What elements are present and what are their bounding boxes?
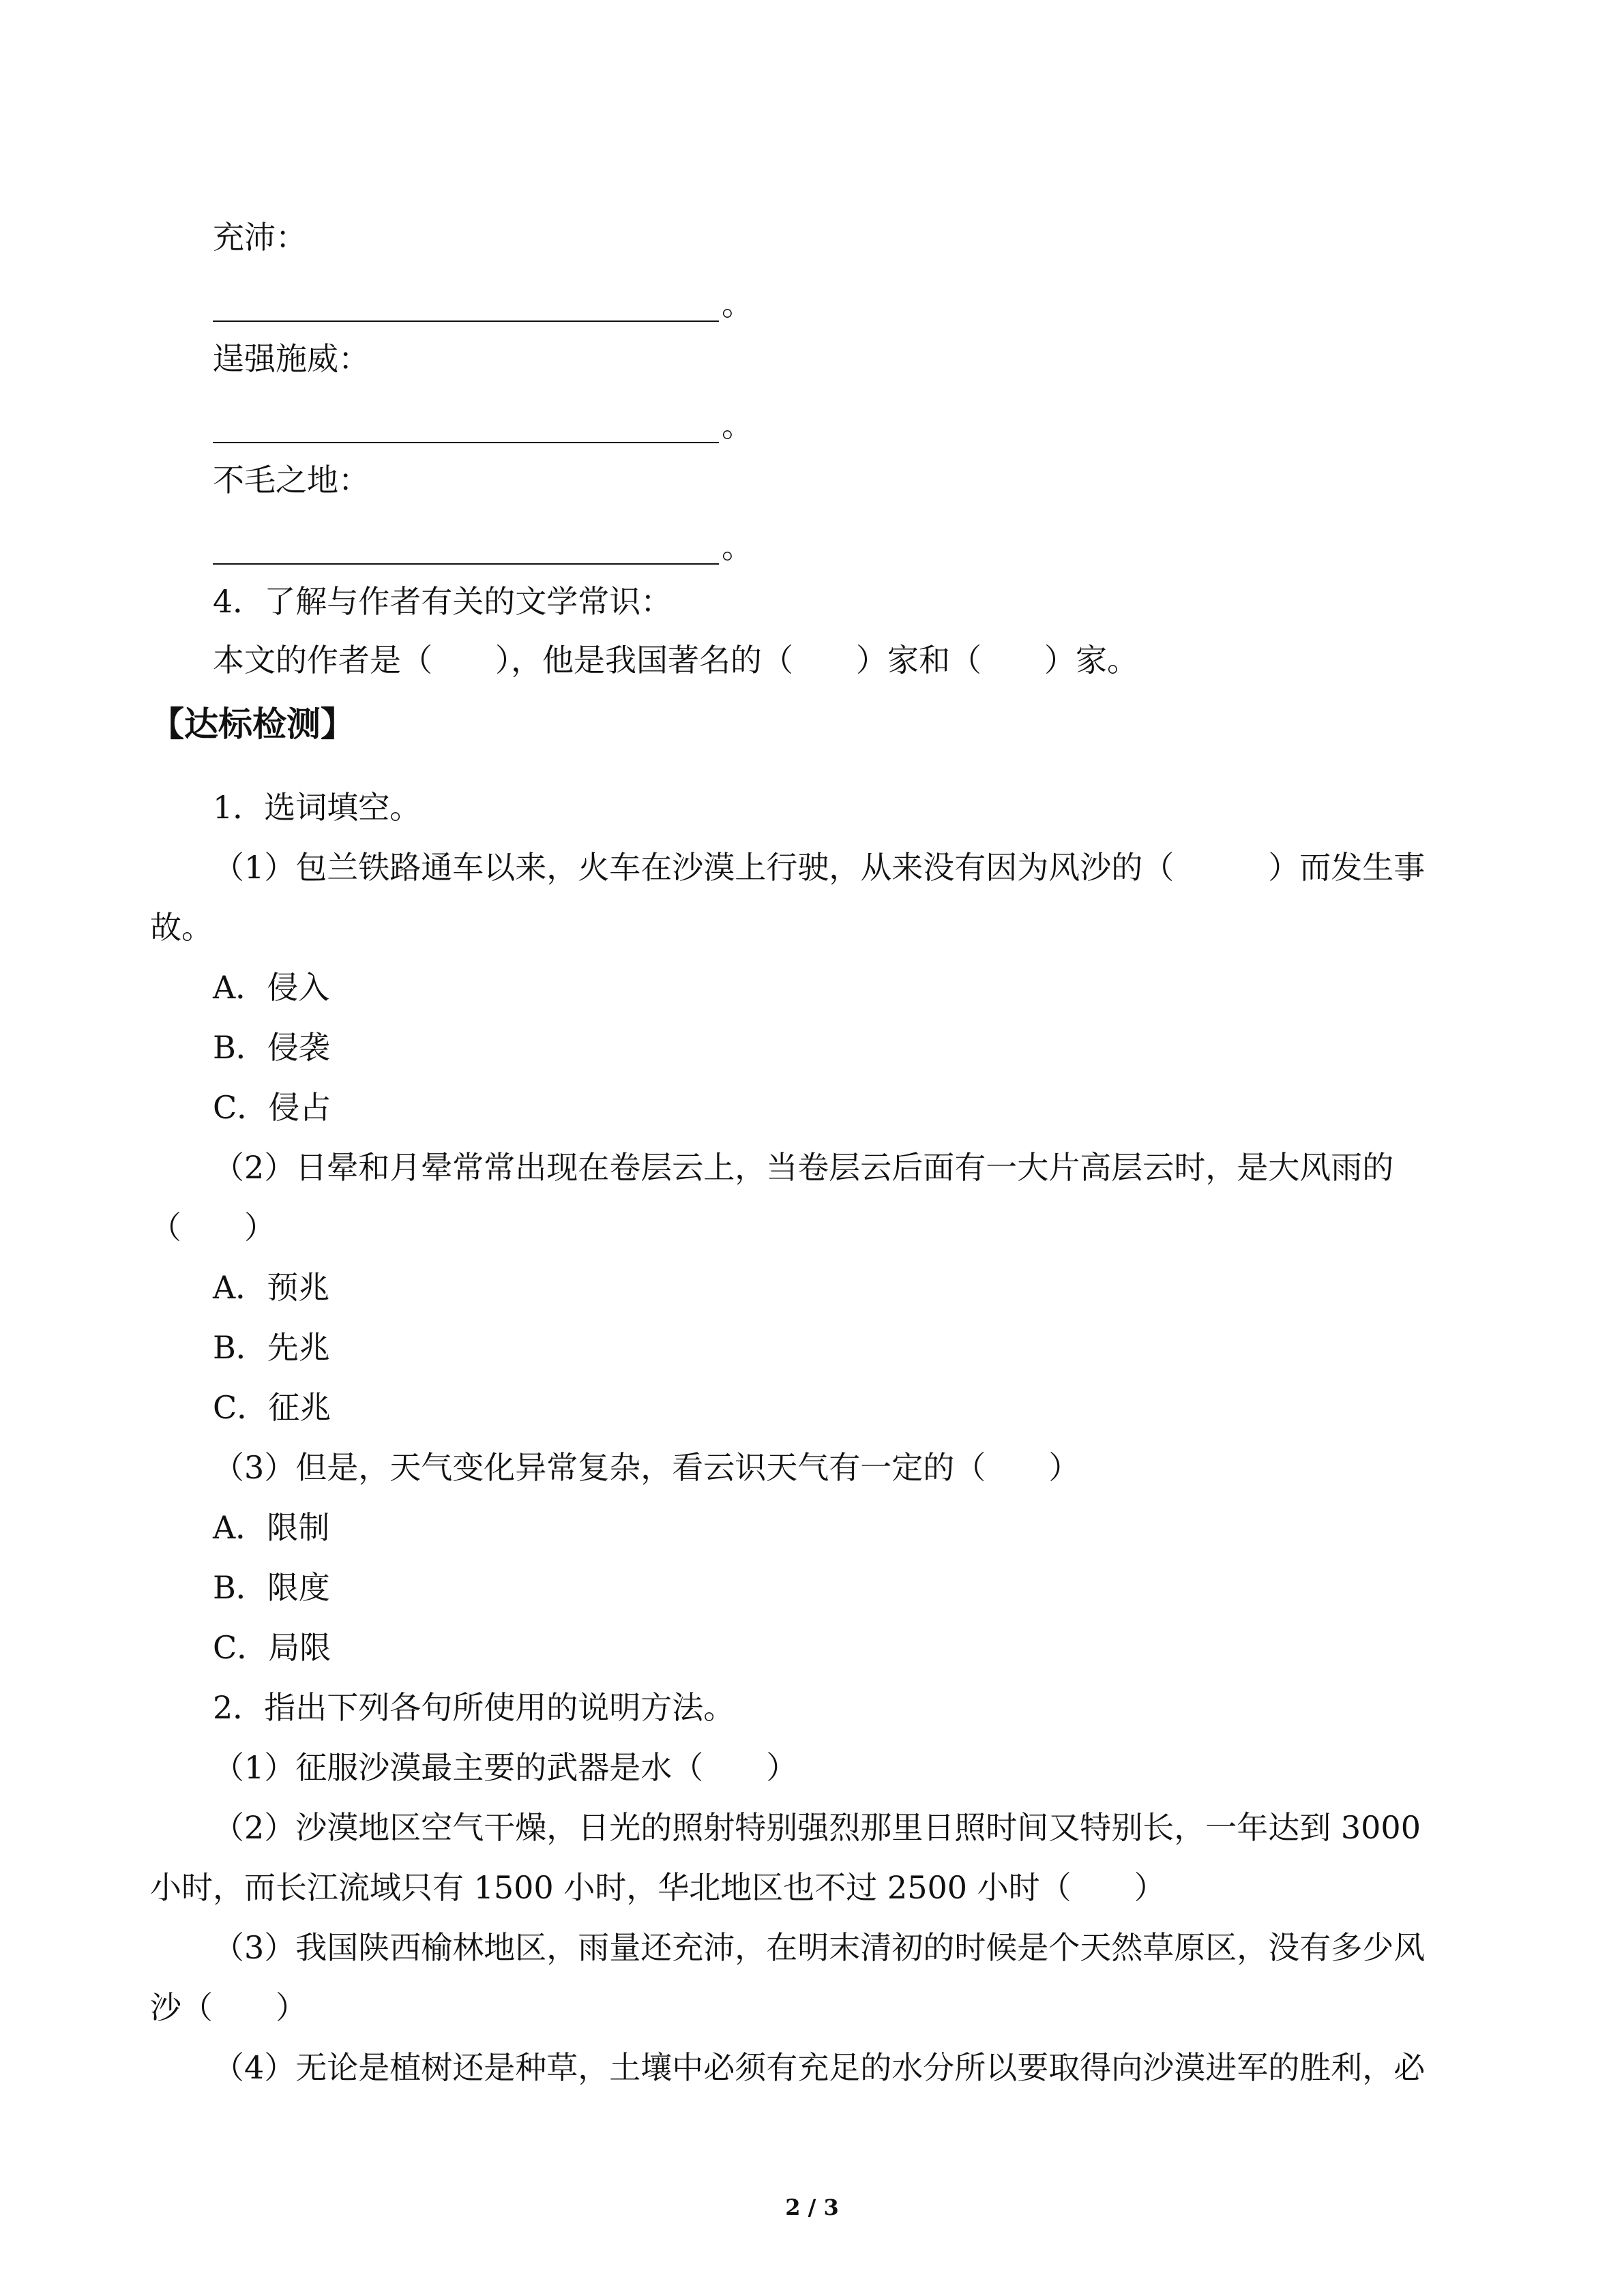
answer-blank[interactable]: [213, 533, 719, 565]
term-chongpei: 充沛：: [213, 219, 307, 256]
answer-blank[interactable]: [213, 290, 719, 322]
q2-3-text-cont: 沙（ ）: [150, 1989, 307, 2026]
term-bumaozhidi: 不毛之地：: [213, 462, 370, 498]
term-chengqiangshiwei: 逞强施威：: [213, 340, 370, 377]
blank-row-3[interactable]: [213, 524, 753, 565]
q4-title: 4．了解与作者有关的文学常识：: [213, 583, 673, 620]
q1-2-text: （2）日晕和月晕常常出现在卷层云上，当卷层云后面有一大片高层云时，是大风雨的: [213, 1149, 1394, 1186]
q1-3-option-a[interactable]: A．限制: [213, 1509, 330, 1546]
q1-2-text-cont: （ ）: [150, 1209, 276, 1246]
section-heading: 【达标检测】: [150, 704, 355, 744]
q2-4-text: （4）无论是植树还是种草，土壤中必须有充足的水分所以要取得向沙漠进军的胜利，必: [213, 2049, 1426, 2086]
q1-3-option-c[interactable]: C．局限: [213, 1629, 331, 1666]
blank-row-1[interactable]: [213, 281, 753, 322]
q1-2-option-b[interactable]: B．先兆: [213, 1329, 330, 1366]
page-number: 2 / 3: [785, 2194, 839, 2220]
q1-1-text-cont: 故。: [150, 909, 213, 946]
q2-title: 2．指出下列各句所使用的说明方法。: [213, 1689, 735, 1726]
q1-title: 1．选词填空。: [213, 789, 422, 826]
q1-1-option-b[interactable]: B．侵袭: [213, 1029, 330, 1066]
q4-fill-line: 本文的作者是（ ），他是我国著名的（ ）家和（ ）家。: [213, 642, 1138, 679]
q1-1-text: （1）包兰铁路通车以来，火车在沙漠上行驶，从来没有因为风沙的（ ）而发生事: [213, 849, 1426, 886]
q1-3-option-b[interactable]: B．限度: [213, 1569, 330, 1606]
q1-2-option-a[interactable]: A．预兆: [213, 1269, 330, 1306]
q1-1-option-c[interactable]: C．侵占: [213, 1089, 331, 1126]
period: 。: [722, 286, 753, 323]
answer-blank[interactable]: [213, 412, 719, 443]
q1-3-text: （3）但是，天气变化异常复杂，看云识天气有一定的（ ）: [213, 1449, 1080, 1486]
q2-1-text: （1）征服沙漠最主要的武器是水（ ）: [213, 1749, 798, 1786]
q1-1-option-a[interactable]: A．侵入: [213, 969, 330, 1006]
blank-row-2[interactable]: [213, 402, 753, 443]
period: 。: [722, 407, 753, 444]
q2-2-text: （2）沙漠地区空气干燥，日光的照射特别强烈那里日照时间又特别长，一年达到 3000: [213, 1809, 1421, 1846]
q2-2-text-cont: 小时，而长江流域只有 1500 小时，华北地区也不过 2500 小时（ ）: [150, 1869, 1166, 1906]
period: 。: [722, 528, 753, 565]
q1-2-option-c[interactable]: C．征兆: [213, 1389, 331, 1426]
q2-3-text: （3）我国陕西榆林地区，雨量还充沛，在明末清初的时候是个天然草原区，没有多少风: [213, 1929, 1426, 1966]
